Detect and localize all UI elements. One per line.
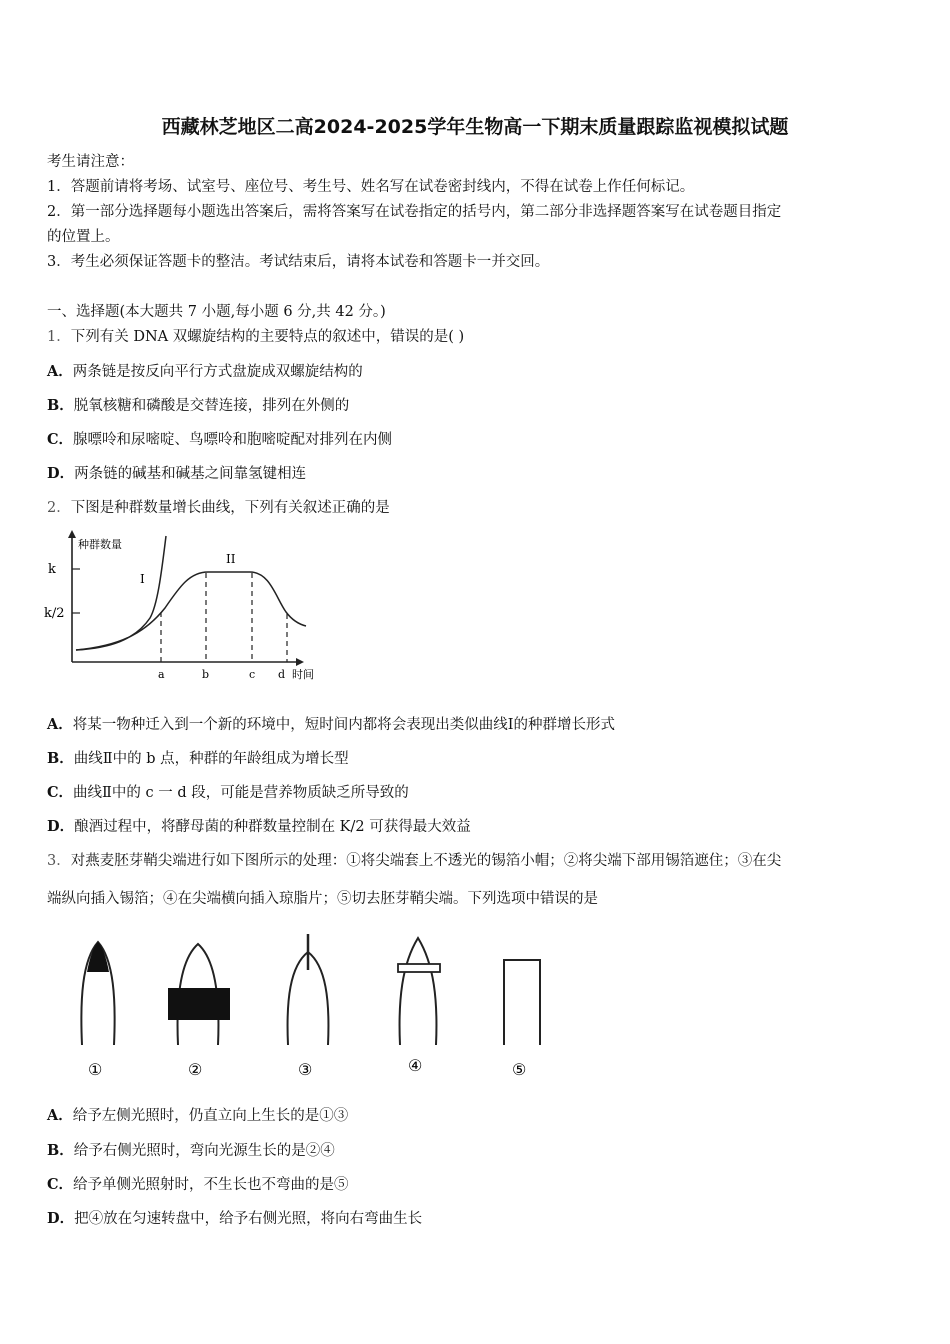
figure-label-4: ④ (408, 1056, 423, 1075)
question-number: 3． (47, 853, 71, 869)
coleoptile-1 (81, 942, 114, 1079)
q2-option-d[interactable] (47, 817, 907, 837)
x-axis-arrow (296, 658, 304, 666)
q3-option-c[interactable] (47, 1175, 907, 1195)
x-axis-label: 时间 (292, 668, 314, 681)
q1-option-d[interactable] (47, 464, 907, 484)
notice-item-1: 1．答题前请将考场、试室号、座位号、考生号、姓名写在试卷密封线内，不得在试卷上作任何标记。 (47, 179, 695, 195)
option-text: 把④放在匀速转盘中，给予右侧光照，将向右弯曲生长 (74, 1211, 423, 1227)
question-stem: 下图是种群数量增长曲线，下列有关叙述正确的是 (70, 500, 390, 516)
x-tick-b: b (202, 668, 210, 681)
coleoptile-4 (398, 938, 440, 1075)
option-text: 给予左侧光照时，仍直立向上生长的是①③ (72, 1108, 349, 1124)
q2-option-b[interactable] (47, 749, 907, 769)
question-3-cont: 端纵向插入锡箔；④在尖端横向插入琼脂片；⑤切去胚芽鞘尖端。下列选项中错误的是 (47, 891, 598, 907)
population-growth-figure (40, 528, 340, 688)
coleoptile-figure (60, 930, 560, 1085)
question-2 (47, 498, 907, 518)
option-label: C． (47, 431, 74, 448)
notice-heading: 考生请注意： (47, 154, 134, 170)
option-label: A． (47, 716, 73, 733)
q1-option-b[interactable] (47, 396, 907, 416)
foil-band (168, 988, 230, 1020)
option-text: 给予单侧光照射时，不生长也不弯曲的是⑤ (73, 1177, 349, 1193)
option-text: 腺嘌呤和尿嘧啶、鸟嘌呤和胞嘧啶配对排列在内侧 (73, 432, 393, 448)
option-text: 曲线Ⅱ中的 c 一 d 段，可能是营养物质缺乏所导致的 (73, 785, 409, 801)
option-label: D． (47, 465, 75, 482)
curve-2-label: II (226, 552, 236, 566)
figure-label-5: ⑤ (512, 1060, 527, 1079)
option-text: 将某一物种迁入到一个新的环境中，短时间内都将会表现出类似曲线Ⅰ的种群增长形式 (72, 717, 615, 733)
coleoptile-3 (288, 934, 329, 1079)
figure-label-1: ① (88, 1060, 103, 1079)
option-text: 两条链是按反向平行方式盘旋成双螺旋结构的 (72, 364, 363, 380)
option-label: B． (47, 397, 74, 414)
notice-item-2: 2．第一部分选择题每小题选出答案后，需将答案写在试卷指定的括号内，第二部分非选择题答案写在试卷题目指定 (47, 204, 782, 220)
q2-option-a[interactable] (47, 715, 907, 735)
y-axis-arrow (68, 530, 76, 538)
q1-option-a[interactable] (47, 362, 907, 382)
section-heading: 一、选择题(本大题共 7 小题,每小题 6 分,共 42 分。) (47, 304, 386, 320)
coleoptile-2 (168, 944, 230, 1079)
x-tick-d: d (278, 668, 286, 681)
q1-option-c[interactable] (47, 430, 907, 450)
x-tick-a: a (158, 668, 165, 681)
option-label: A． (47, 1107, 73, 1124)
option-text: 酿酒过程中，将酵母菌的种群数量控制在 K/2 可获得最大效益 (74, 819, 471, 835)
question-number: 1． (47, 329, 71, 345)
exam-title: 西藏林芝地区二高2024-2025学年生物高一下期末质量跟踪监视模拟试题 (161, 116, 789, 138)
option-label: C． (47, 1176, 74, 1193)
curve-1-label: I (140, 572, 145, 586)
notice-item-2-cont: 的位置上。 (47, 229, 120, 245)
y-tick-k: k (48, 562, 56, 577)
option-text: 给予右侧光照时，弯向光源生长的是②④ (73, 1143, 335, 1159)
question-stem-line-1: 对燕麦胚芽鞘尖端进行如下图所示的处理：①将尖端套上不透光的锡箔小帽；②将尖端下部用锡箔遮住；③在尖 (70, 853, 782, 869)
coleoptile-5 (504, 960, 540, 1079)
y-tick-k-half: k/2 (44, 606, 65, 621)
q2-option-c[interactable] (47, 783, 907, 803)
option-text: 脱氧核糖和磷酸是交替连接，排列在外侧的 (73, 398, 350, 414)
option-label: D． (47, 818, 75, 835)
option-label: C． (47, 784, 74, 801)
option-label: B． (47, 750, 74, 767)
figure-label-3: ③ (298, 1060, 313, 1079)
option-label: D． (47, 1210, 75, 1227)
q3-option-a[interactable] (47, 1106, 907, 1126)
curve-1 (76, 536, 166, 650)
question-stem: 下列有关 DNA 双螺旋结构的主要特点的叙述中，错误的是( ) (70, 329, 465, 345)
agar-block (398, 964, 440, 972)
option-text: 两条链的碱基和碱基之间靠氢键相连 (74, 466, 307, 482)
figure-label-2: ② (188, 1060, 203, 1079)
notice-item-3: 3．考生必须保证答题卡的整洁。考试结束后，请将本试卷和答题卡一并交回。 (47, 254, 550, 270)
question-3 (47, 851, 907, 871)
option-label: B． (47, 1142, 74, 1159)
y-axis-label: 种群数量 (78, 538, 122, 551)
option-label: A． (47, 363, 73, 380)
option-text: 曲线Ⅱ中的 b 点，种群的年龄组成为增长型 (73, 751, 349, 767)
question-number: 2． (47, 500, 71, 516)
x-tick-c: c (249, 668, 256, 681)
q3-option-d[interactable] (47, 1209, 907, 1229)
curve-2 (76, 572, 306, 650)
q3-option-b[interactable] (47, 1141, 907, 1161)
question-1 (47, 327, 907, 347)
